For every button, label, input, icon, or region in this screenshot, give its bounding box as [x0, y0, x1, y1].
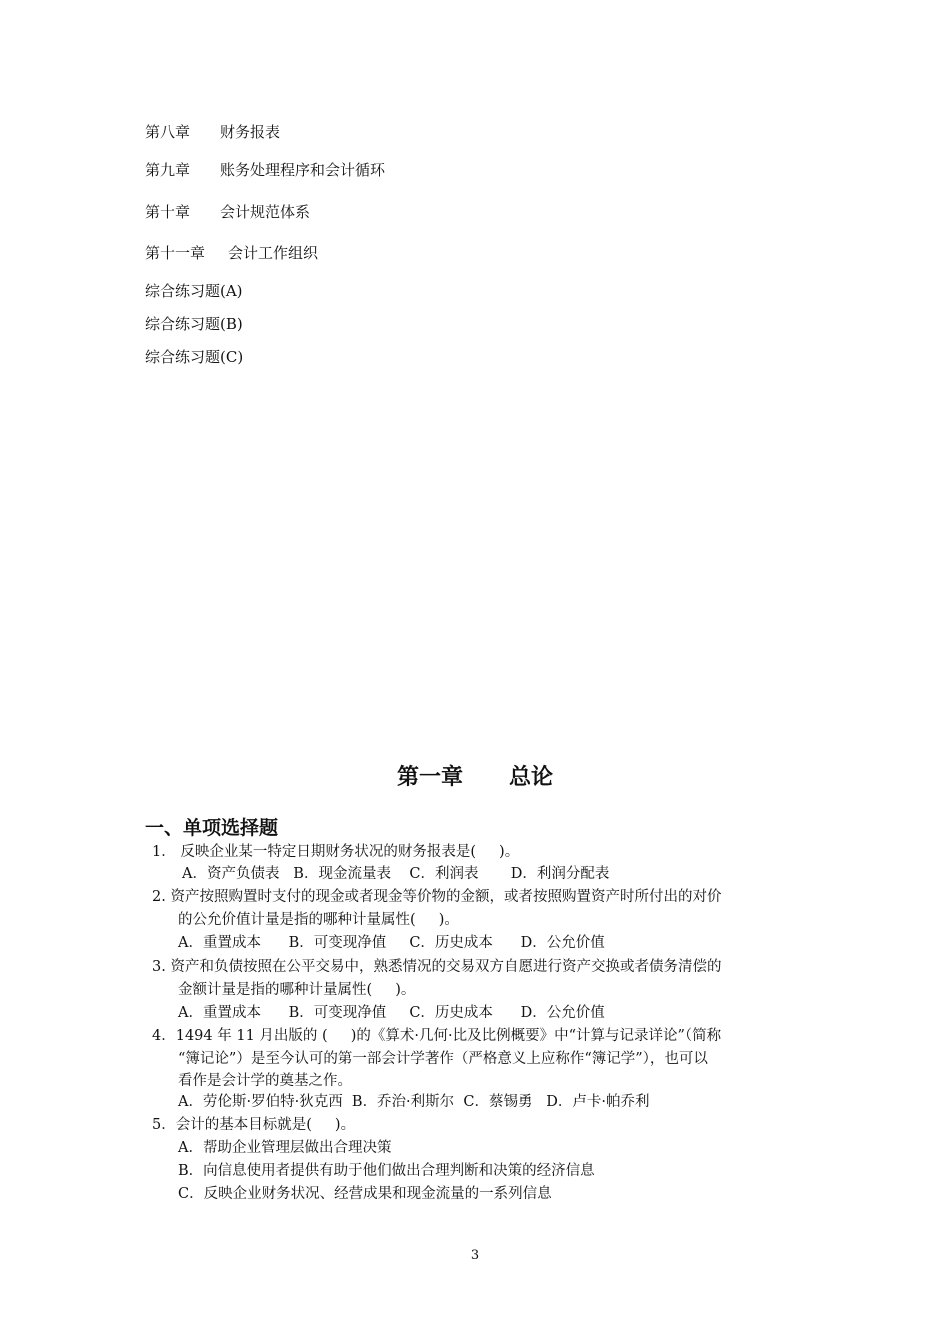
toc-item-exercise-c	[145, 348, 243, 366]
question-1-options: A．资产负债表 B．现金流量表 C．利润表 D．利润分配表	[182, 866, 610, 882]
toc-item-exercise-b	[145, 315, 243, 333]
question-5-option-a: A．帮助企业管理层做出合理决策	[178, 1140, 392, 1156]
chapter-heading	[0, 760, 950, 791]
page-number: 3	[470, 1248, 480, 1263]
question-3-stem: 3. 资产和负债按照在公平交易中，熟悉情况的交易双方自愿进行资产交换或者债务清偿的	[152, 959, 722, 975]
toc-title: 会计工作组织	[228, 244, 319, 262]
toc-title: 账务处理程序和会计循环	[220, 161, 386, 179]
toc-title: 综合练习题(B)	[145, 315, 243, 333]
question-2-stem: 2. 资产按照购置时支付的现金或者现金等价物的金额，或者按照购置资产时所付出的对价	[152, 889, 722, 905]
toc-num: 第八章	[145, 123, 191, 141]
question-3-options: A．重置成本 B．可变现净值 C．历史成本 D．公允价值	[178, 1005, 605, 1021]
question-5-option-b: B．向信息使用者提供有助于他们做出合理判断和决策的经济信息	[178, 1163, 595, 1179]
toc-title: 综合练习题(A)	[145, 282, 243, 300]
question-5-option-c: C．反映企业财务状况、经营成果和现金流量的一系列信息	[178, 1186, 552, 1202]
toc-num: 第十一章	[145, 244, 206, 262]
toc-item-ch9	[145, 161, 385, 179]
toc-num: 第十章	[145, 203, 191, 221]
question-2-options: A．重置成本 B．可变现净值 C．历史成本 D．公允价值	[178, 935, 605, 951]
question-2-stem-cont: 的公允价值计量是指的哪种计量属性( )。	[178, 912, 459, 928]
toc-title: 综合练习题(C)	[145, 348, 244, 366]
toc-num: 第九章	[145, 161, 191, 179]
question-4-stem-cont: “簿记论”）是至今认可的第一部会计学著作（严格意义上应称作“簿记学”），也可以	[178, 1051, 708, 1067]
section-title: 一、单项选择题	[145, 817, 279, 839]
toc-item-ch11	[145, 244, 318, 262]
toc-item-ch10	[145, 203, 310, 221]
chapter-title: 总论	[508, 765, 553, 790]
question-4-stem: 4．1494 年 11 月出版的 ( )的《算术·几何·比及比例概要》中“计算与记录详论”（简称	[152, 1028, 722, 1044]
question-3-stem-cont: 金额计量是指的哪种计量属性( )。	[178, 982, 416, 998]
toc-item-exercise-a	[145, 282, 243, 300]
question-4-options: A．劳伦斯·罗伯特·狄克西 B．乔治·利斯尔 C．蔡锡勇 D．卢卡·帕乔利	[178, 1094, 650, 1110]
toc-item-ch8	[145, 123, 280, 141]
toc-title: 会计规范体系	[220, 203, 311, 221]
question-4-stem-cont2: 看作是会计学的奠基之作。	[178, 1073, 352, 1089]
chapter-num: 第一章	[397, 765, 464, 790]
question-5-stem: 5．会计的基本目标就是( )。	[152, 1117, 356, 1133]
question-1-stem: 1． 反映企业某一特定日期财务状况的财务报表是( )。	[152, 844, 520, 860]
toc-title: 财务报表	[220, 123, 281, 141]
